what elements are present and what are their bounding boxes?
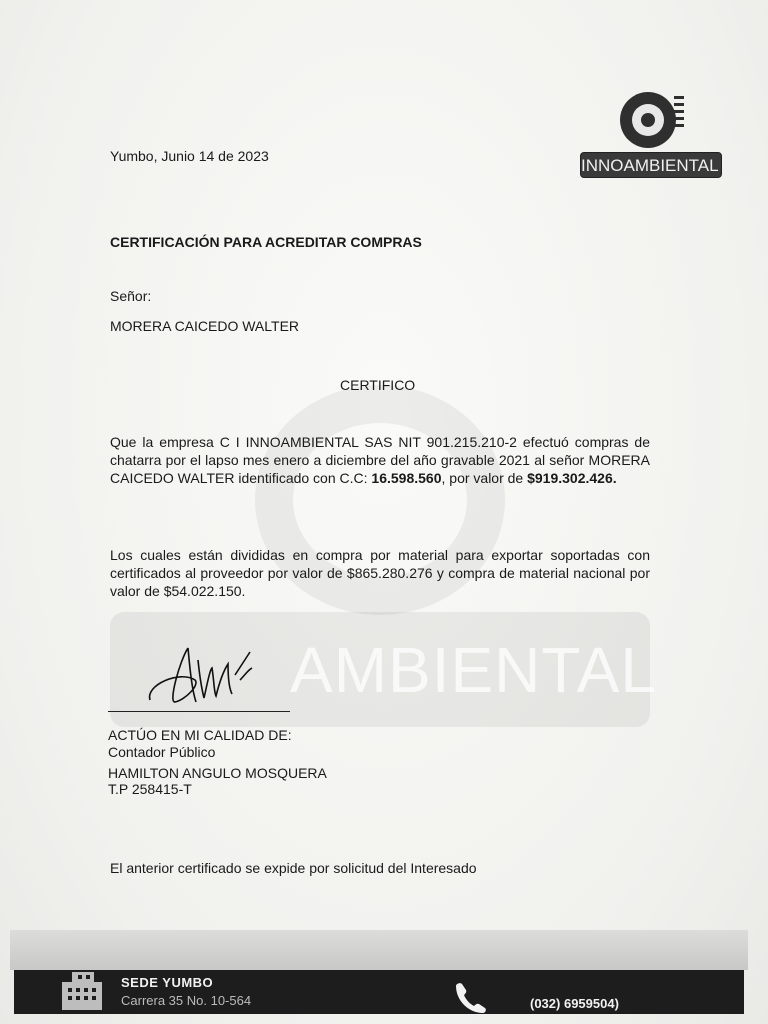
- letter-subject: CERTIFICACIÓN PARA ACREDITAR COMPRAS: [110, 234, 422, 250]
- phone-number: (032) 6959504): [530, 996, 619, 1011]
- paragraph-text: , por valor de: [441, 470, 528, 486]
- id-number: 16.598.560: [371, 470, 442, 486]
- breakdown-paragraph: Los cuales están divididas en compra por material para exportar soportadas con certificados al proveedor por valor de $865.280.276 y compra de material nacional por valor de $54.022.150.: [110, 547, 650, 599]
- closing-statement: El anterior certificado se expide por solicitud del Interesado: [110, 860, 477, 876]
- recipient-name: MORERA CAICEDO WALTER: [110, 318, 300, 334]
- signature-image: [140, 640, 260, 715]
- signatory-license: T.P 258415-T: [108, 781, 192, 797]
- paragraph-text: Que la empresa C I INNOAMBIENTAL SAS NIT 901.215.210-2 efectuó compras de chatarra por el lapso mes enero a diciembre del año gravable 2021 al señor MORERA CAICEDO WALTER identificado con C.C:: [110, 434, 650, 486]
- signature-line: [108, 711, 290, 712]
- footer-band: [10, 930, 748, 970]
- logo-lines: [674, 96, 684, 132]
- letter-date: Yumbo, Junio 14 de 2023: [110, 148, 269, 164]
- signatory-name: HAMILTON ANGULO MOSQUERA: [108, 765, 327, 781]
- logo-icon: [620, 92, 676, 148]
- company-logo: [580, 92, 722, 184]
- certification-paragraph: [110, 433, 650, 487]
- signatory-role: Contador Público: [108, 744, 216, 760]
- building-icon: [62, 972, 106, 1010]
- sede-address: Carrera 35 No. 10-564: [121, 993, 252, 1008]
- logo-wordmark: INNOAMBIENTAL: [580, 152, 722, 178]
- salutation: Señor:: [110, 288, 152, 304]
- sede-title: SEDE YUMBO: [121, 975, 214, 990]
- certifico-heading: CERTIFICO: [340, 377, 416, 393]
- watermark-text: AMBIENTAL: [290, 634, 657, 706]
- phone-icon: [452, 980, 488, 1014]
- signatory-capacity: ACTÚO EN MI CALIDAD DE:: [108, 727, 292, 743]
- total-amount: $919.302.426.: [527, 470, 617, 486]
